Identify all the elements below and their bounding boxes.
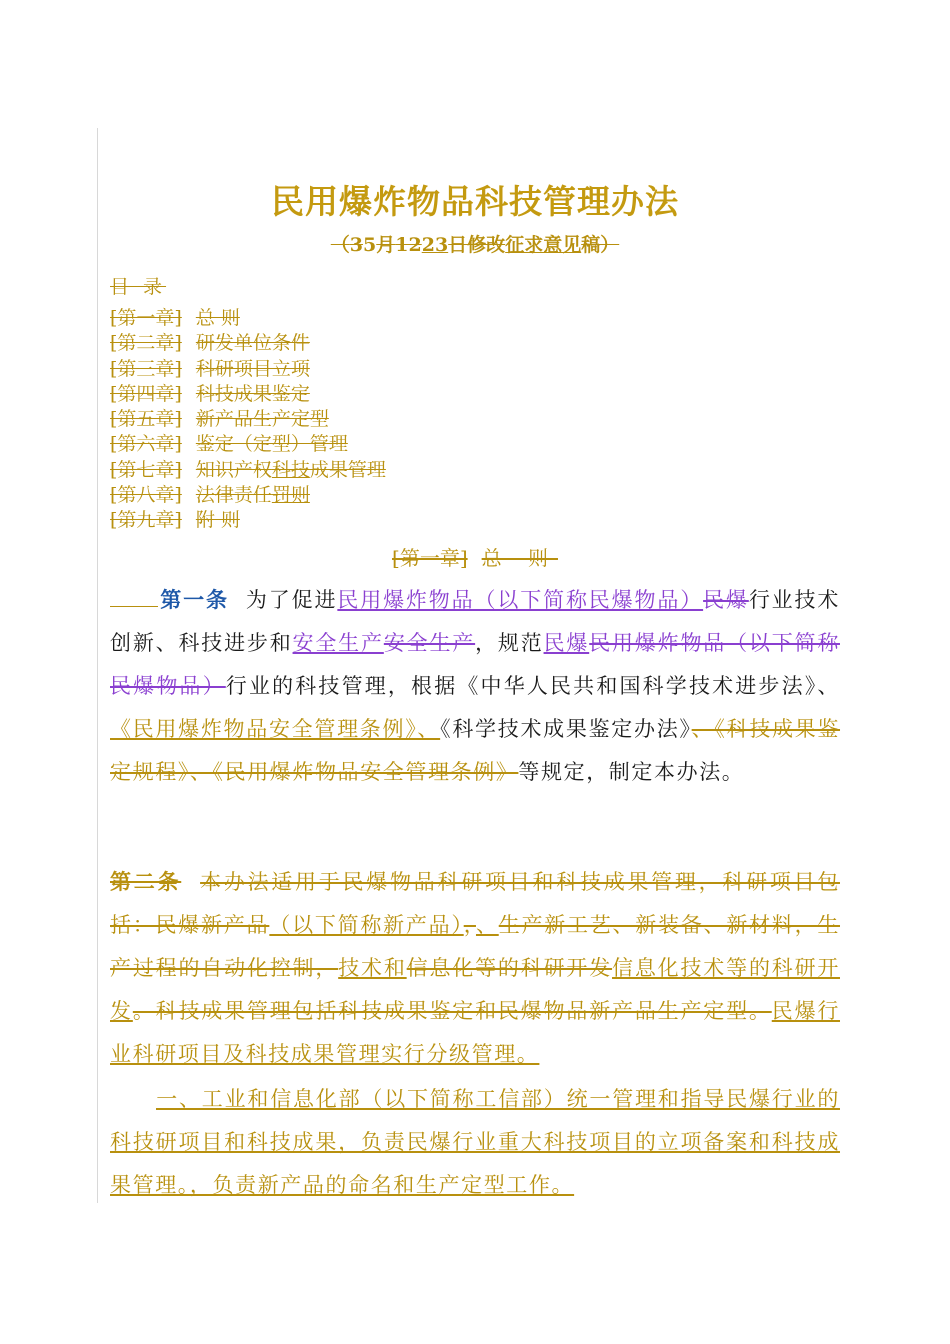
insertion: 民爆 [543,631,590,655]
subtitle-open: （ [330,234,350,256]
subtitle-num-a: 3 [349,234,364,256]
table-of-contents [110,306,386,534]
deletion: 安全生产 [383,631,476,655]
toc-item-label: [第四章] [110,382,182,405]
chapter-name: 总 则 [481,546,558,570]
article-2-heading: 第二条 [110,869,182,894]
toc-item-label: [第七章] [110,458,182,481]
subtitle-day-suffix: 日修改 [448,234,506,256]
toc-item-label: [第一章] [110,307,182,329]
toc-item[interactable] [110,306,386,331]
indent-placeholder [110,605,158,607]
toc-item[interactable] [110,508,386,533]
toc-item-label: [第五章] [110,408,182,431]
document-title: 民用爆炸物品科技管理办法 [271,182,679,221]
toc-item-title: 知识产权科技成果管理 [195,458,386,481]
toc-item-title: 新产品生产定型 [195,408,329,431]
toc-item-label: [第二章] [110,332,182,355]
subtitle-inserted: 征求意见 [505,234,582,256]
deletion: 、《科技成果鉴定规程》、《民用爆炸物品安全管理条例》 [110,717,841,784]
toc-item[interactable] [110,357,386,382]
toc-item-title: 法律责任罚则 [195,484,310,507]
deletion: 民用爆炸物品（以下简称民爆物品） [110,631,840,698]
subtitle-day-b: 23 [421,234,449,256]
toc-item-title: 总 则 [195,307,240,329]
toc-item[interactable] [110,483,386,508]
subtitle-num-b: 5 [363,234,377,256]
article-clause-1: 一、工业和信息化部（以下简称工信部）统一管理和指导民爆行业的科技研项目和科技成果，负责民爆行业重大科技项目的立项备案和科技成果管理。，负责新产品的命名和生产定型工作。 [110,1087,840,1197]
insertion: 《民用爆炸物品安全管理条例》、 [110,717,441,741]
chapter-label: [第一章] [392,546,468,570]
subtitle-end: 稿） [581,234,620,256]
toc-item-title: 科技成果鉴定 [195,382,310,405]
chapter-heading [0,542,950,571]
page-margin-line [97,128,98,1203]
toc-item-label: [第六章] [110,433,182,456]
toc-item[interactable] [110,407,386,432]
document-subtitle [0,230,950,257]
article-1-heading: 第一条 [160,587,229,612]
article-2: 第二条 本办法适用于民爆物品科研项目和科技成果管理，科研项目包括：民爆新产品（以下简称新产品），、生产新工艺、新装备、新材料，生产过程的自动化控制，技术和信息化等的科研开发信息化技术等的科研开发。科技成果管理包括科技成果鉴定和民爆物品新产品生产定型。民爆行业科研项目及科技成果管理实行分级管理。 [110,869,840,1066]
toc-item-title: 研发单位条件 [195,332,310,355]
article-1: 第一条 为了促进民用爆炸物品（以下简称民爆物品）民爆行业技术创新、科技进步和安全生产安全生产，规范民爆民用爆炸物品（以下简称民爆物品）行业的科技管理，根据《中华人民共和国科学技术进步法》、《民用爆炸物品安全管理条例》、《科学技术成果鉴定办法》、《科技成果鉴定规程》、《民用爆炸物品安全管理条例》等规定，制定本办法。 [110,587,841,784]
toc-item-label: [第八章] [110,484,182,507]
toc-item-label: [第三章] [110,357,182,380]
toc-item-title: 鉴定（定型）管理 [195,433,348,456]
toc-item-label: [第九章] [110,509,182,532]
subtitle-month: 月 [376,234,396,256]
toc-item[interactable] [110,382,386,407]
insertion: 民用爆炸物品（以下简称民爆物品） [337,588,704,612]
toc-item[interactable] [110,458,386,483]
toc-item[interactable] [110,331,386,356]
deletion: 民爆 [703,588,749,612]
toc-item-title: 附 则 [195,509,240,532]
toc-title: 目 录 [110,276,167,298]
toc-item[interactable] [110,432,386,457]
toc-item-title: 科研项目立项 [195,357,310,380]
subtitle-day-a: 12 [395,234,422,256]
insertion: 安全生产 [292,631,384,655]
